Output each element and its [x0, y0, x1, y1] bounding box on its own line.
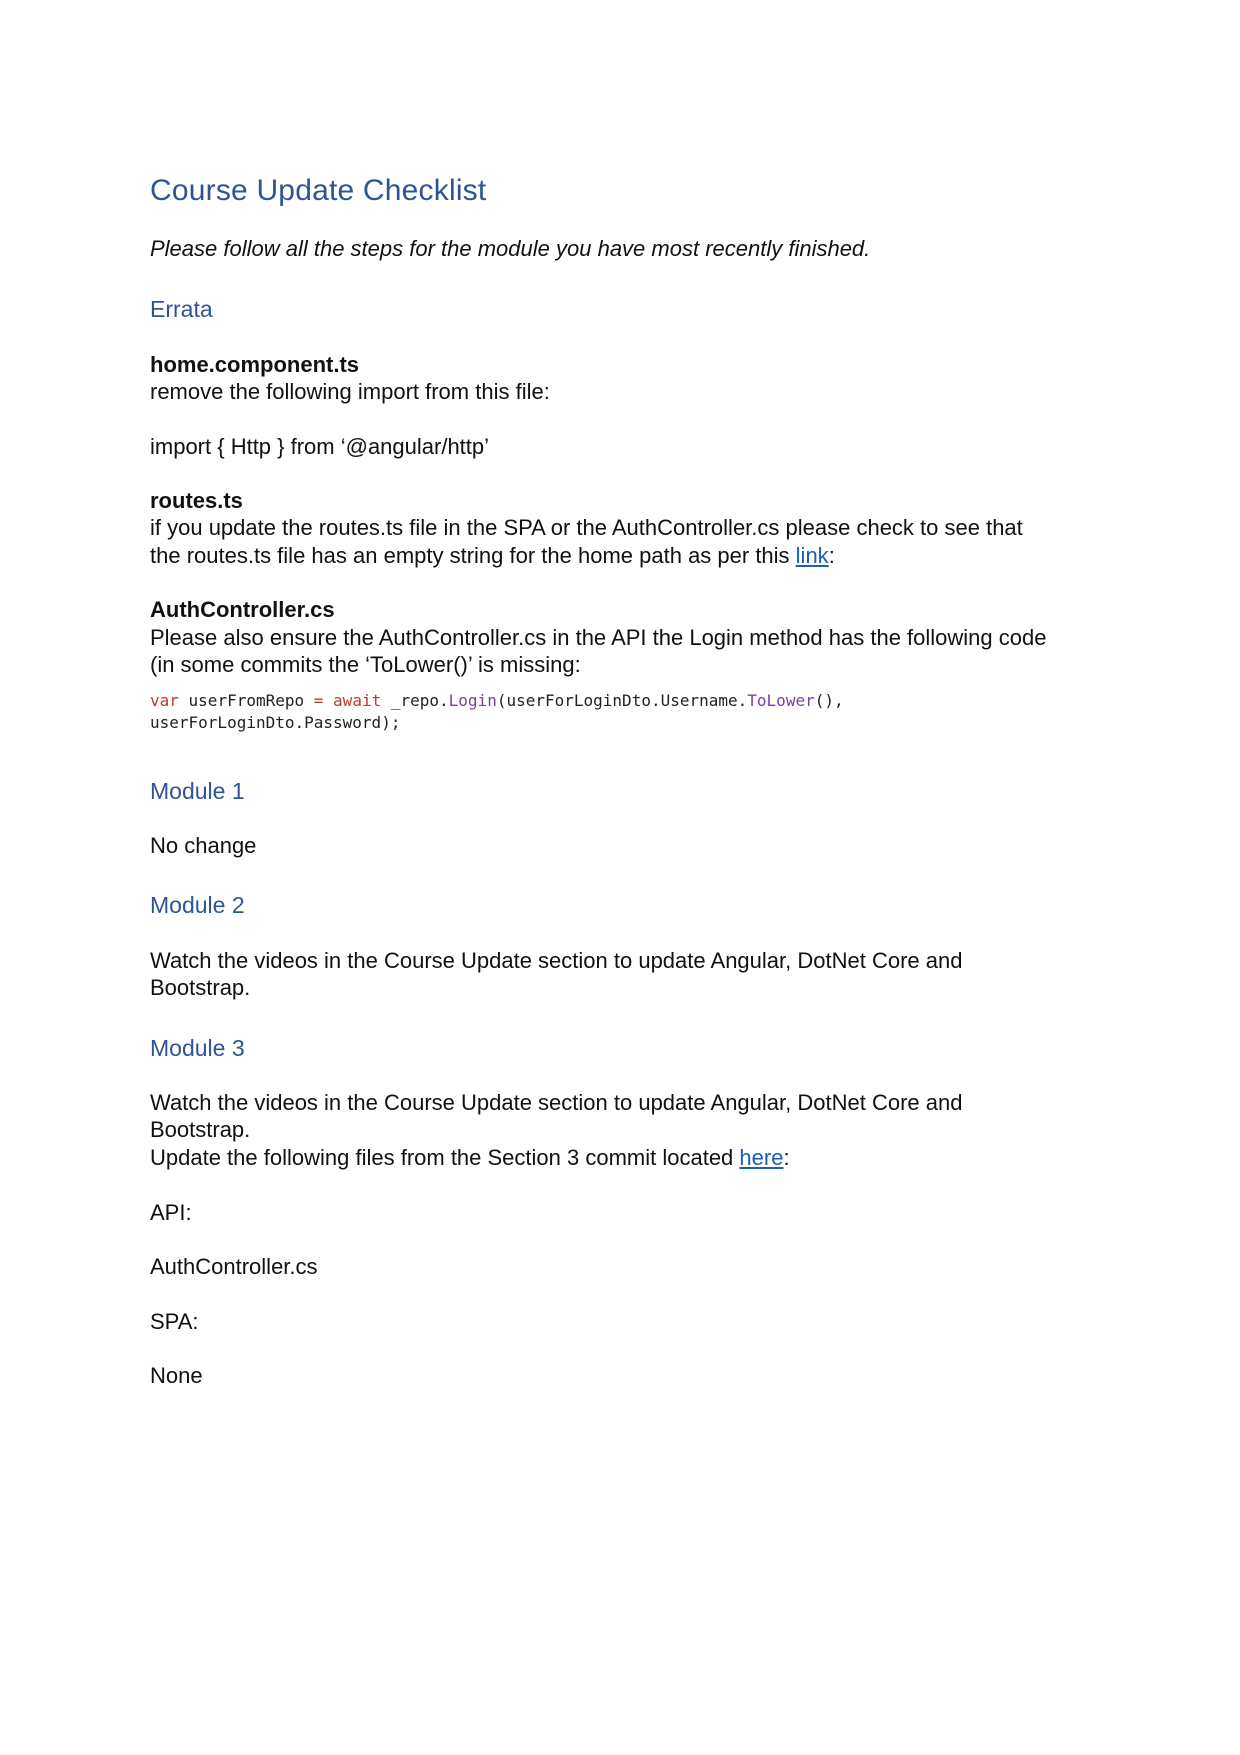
routes-filename: routes.ts — [150, 488, 243, 513]
routes-instruction-colon: : — [828, 543, 835, 568]
home-component-instruction: remove the following import from this file: — [150, 379, 550, 404]
code-text: userFromRepo — [178, 691, 314, 710]
module3-text-line3 — [150, 1142, 790, 1173]
module3-text-line1: Watch the videos in the Course Update section to update Angular, DotNet Core and — [150, 1090, 963, 1115]
code-text — [323, 691, 333, 710]
code-text: (), — [814, 691, 844, 710]
code-block — [150, 690, 844, 734]
page-subtitle: Please follow all the steps for the module you have most recently finished. — [150, 236, 871, 261]
module3-here-link[interactable]: here — [739, 1145, 784, 1170]
routes-instruction-line1: if you update the routes.ts file in the SPA or the AuthController.cs please check to see that — [150, 515, 1023, 540]
module2-text-line1: Watch the videos in the Course Update section to update Angular, DotNet Core and — [150, 948, 963, 973]
code-method-tolower: ToLower — [747, 691, 815, 710]
module3-api-label: API: — [150, 1200, 192, 1225]
module3-spa-value: None — [150, 1363, 203, 1388]
module2-heading: Module 2 — [150, 892, 245, 918]
code-keyword-var: var — [150, 691, 179, 710]
module3-update-colon: : — [783, 1145, 790, 1170]
module2-text-line2: Bootstrap. — [150, 975, 251, 1000]
module3-api-file: AuthController.cs — [150, 1254, 318, 1279]
authcontroller-instruction-line2: (in some commits the ‘ToLower()’ is missing: — [150, 652, 581, 677]
authcontroller-filename: AuthController.cs — [150, 597, 335, 622]
authcontroller-instruction-line1: Please also ensure the AuthController.cs in the API the Login method has the following code — [150, 625, 1047, 650]
code-text: _repo. — [381, 691, 449, 710]
code-line-2: userForLoginDto.Password); — [150, 713, 401, 732]
module3-spa-label: SPA: — [150, 1309, 199, 1334]
routes-instruction-line2 — [150, 540, 835, 571]
home-component-filename: home.component.ts — [150, 352, 360, 377]
module3-heading: Module 3 — [150, 1035, 245, 1061]
errata-heading: Errata — [150, 296, 213, 322]
code-operator: = — [313, 691, 324, 710]
code-keyword-await: await — [333, 691, 382, 710]
routes-instruction-text: the routes.ts file has an empty string for the home path as per this — [150, 543, 796, 568]
home-component-import-line: import { Http } from ‘@angular/http’ — [150, 434, 490, 459]
module1-text: No change — [150, 833, 257, 858]
code-text: (userForLoginDto.Username. — [496, 691, 748, 710]
module3-text-line2: Bootstrap. — [150, 1117, 251, 1142]
code-method-login: Login — [448, 691, 497, 710]
routes-link[interactable]: link — [795, 543, 829, 568]
module1-heading: Module 1 — [150, 778, 245, 804]
module3-update-text: Update the following files from the Section 3 commit located — [150, 1145, 740, 1170]
page-title: Course Update Checklist — [150, 174, 487, 207]
